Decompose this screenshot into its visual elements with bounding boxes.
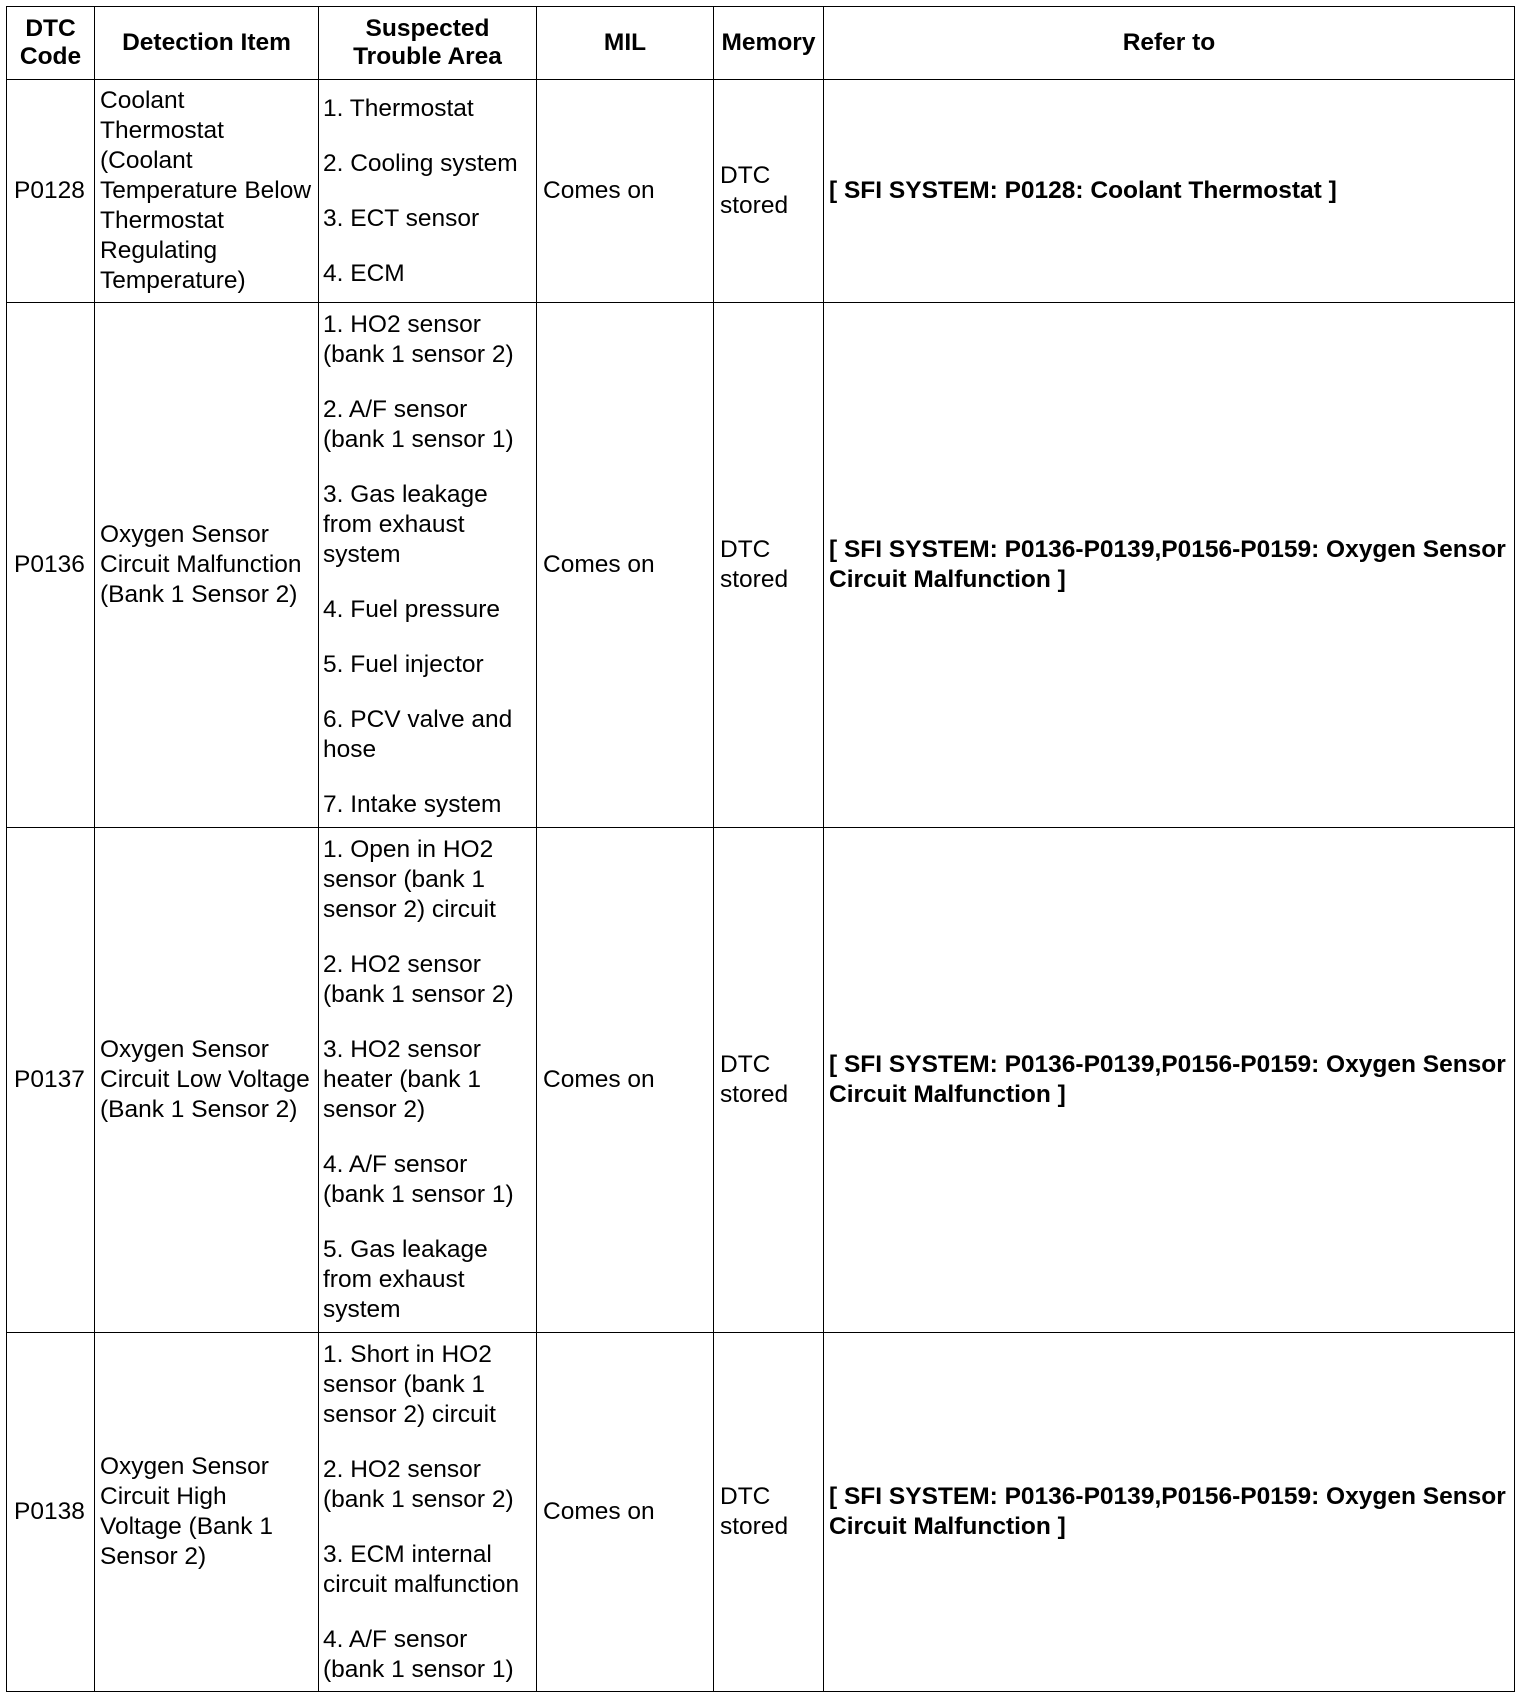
detection-item: Oxygen Sensor Circuit High Voltage (Bank 1 Sensor 2): [95, 1333, 319, 1692]
trouble-area-list: [319, 828, 537, 1333]
mil-status: Comes on: [537, 303, 714, 828]
header-trouble-area: Suspected Trouble Area: [319, 7, 537, 80]
dtc-table: [6, 6, 1515, 1692]
trouble-area-item: 2. A/F sensor (bank 1 sensor 1): [323, 396, 514, 453]
trouble-area-item: 1. Open in HO2 sensor (bank 1 sensor 2) circuit: [323, 836, 496, 923]
detection-item: Oxygen Sensor Circuit Malfunction (Bank 1 Sensor 2): [95, 303, 319, 828]
trouble-area-item: 3. Gas leakage from exhaust system: [323, 481, 488, 568]
header-detection-item: Detection Item: [95, 7, 319, 80]
refer-to-link[interactable]: [ SFI SYSTEM: P0136-P0139,P0156-P0159: Oxygen Sensor Circuit Malfunction ]: [824, 828, 1515, 1333]
refer-to-link[interactable]: [ SFI SYSTEM: P0136-P0139,P0156-P0159: Oxygen Sensor Circuit Malfunction ]: [824, 303, 1515, 828]
header-row: [7, 7, 1515, 80]
trouble-area-item: 1. HO2 sensor (bank 1 sensor 2): [323, 311, 514, 368]
memory-status: DTC stored: [714, 80, 824, 303]
table-row: [7, 80, 1515, 303]
trouble-area-list: [319, 303, 537, 828]
detection-item: Oxygen Sensor Circuit Low Voltage (Bank 1 Sensor 2): [95, 828, 319, 1333]
table-row: [7, 303, 1515, 828]
trouble-area-item: 3. HO2 sensor heater (bank 1 sensor 2): [323, 1036, 481, 1123]
table-row: [7, 828, 1515, 1333]
trouble-area-item: 1. Short in HO2 sensor (bank 1 sensor 2) circuit: [323, 1340, 496, 1428]
trouble-area-item: 2. HO2 sensor (bank 1 sensor 2): [323, 951, 514, 1008]
refer-to-link[interactable]: [ SFI SYSTEM: P0136-P0139,P0156-P0159: Oxygen Sensor Circuit Malfunction ]: [824, 1333, 1515, 1692]
header-refer-to: Refer to: [824, 7, 1515, 80]
dtc-code: P0137: [7, 828, 95, 1333]
trouble-area-item: 4. ECM: [323, 259, 405, 287]
trouble-area-item: 4. A/F sensor (bank 1 sensor 1): [323, 1625, 514, 1683]
trouble-area-list: [319, 1333, 537, 1692]
dtc-code: P0128: [7, 80, 95, 303]
dtc-code: P0136: [7, 303, 95, 828]
header-mil: MIL: [537, 7, 714, 80]
trouble-area-list: [319, 80, 537, 303]
dtc-code: P0138: [7, 1333, 95, 1692]
header-memory: Memory: [714, 7, 824, 80]
trouble-area-item: 4. A/F sensor (bank 1 sensor 1): [323, 1151, 514, 1208]
trouble-area-item: 7. Intake system: [323, 791, 502, 818]
trouble-area-item: 3. ECM internal circuit malfunction: [323, 1540, 520, 1598]
mil-status: Comes on: [537, 828, 714, 1333]
mil-status: Comes on: [537, 1333, 714, 1692]
trouble-area-item: 2. HO2 sensor (bank 1 sensor 2): [323, 1455, 514, 1513]
refer-to-link[interactable]: [ SFI SYSTEM: P0128: Coolant Thermostat ]: [824, 80, 1515, 303]
memory-status: DTC stored: [714, 1333, 824, 1692]
trouble-area-item: 6. PCV valve and hose: [323, 706, 513, 763]
memory-status: DTC stored: [714, 828, 824, 1333]
trouble-area-item: 4. Fuel pressure: [323, 596, 501, 623]
detection-item: Coolant Thermostat (Coolant Temperature Below Thermostat Regulating Temperature): [95, 80, 319, 303]
trouble-area-item: 5. Gas leakage from exhaust system: [323, 1236, 488, 1323]
trouble-area-item: 3. ECT sensor: [323, 204, 480, 232]
header-dtc-code: DTC Code: [7, 7, 95, 80]
trouble-area-item: 2. Cooling system: [323, 149, 518, 177]
memory-status: DTC stored: [714, 303, 824, 828]
trouble-area-item: 1. Thermostat: [323, 94, 474, 122]
mil-status: Comes on: [537, 80, 714, 303]
table-row: [7, 1333, 1515, 1692]
trouble-area-item: 5. Fuel injector: [323, 651, 484, 678]
